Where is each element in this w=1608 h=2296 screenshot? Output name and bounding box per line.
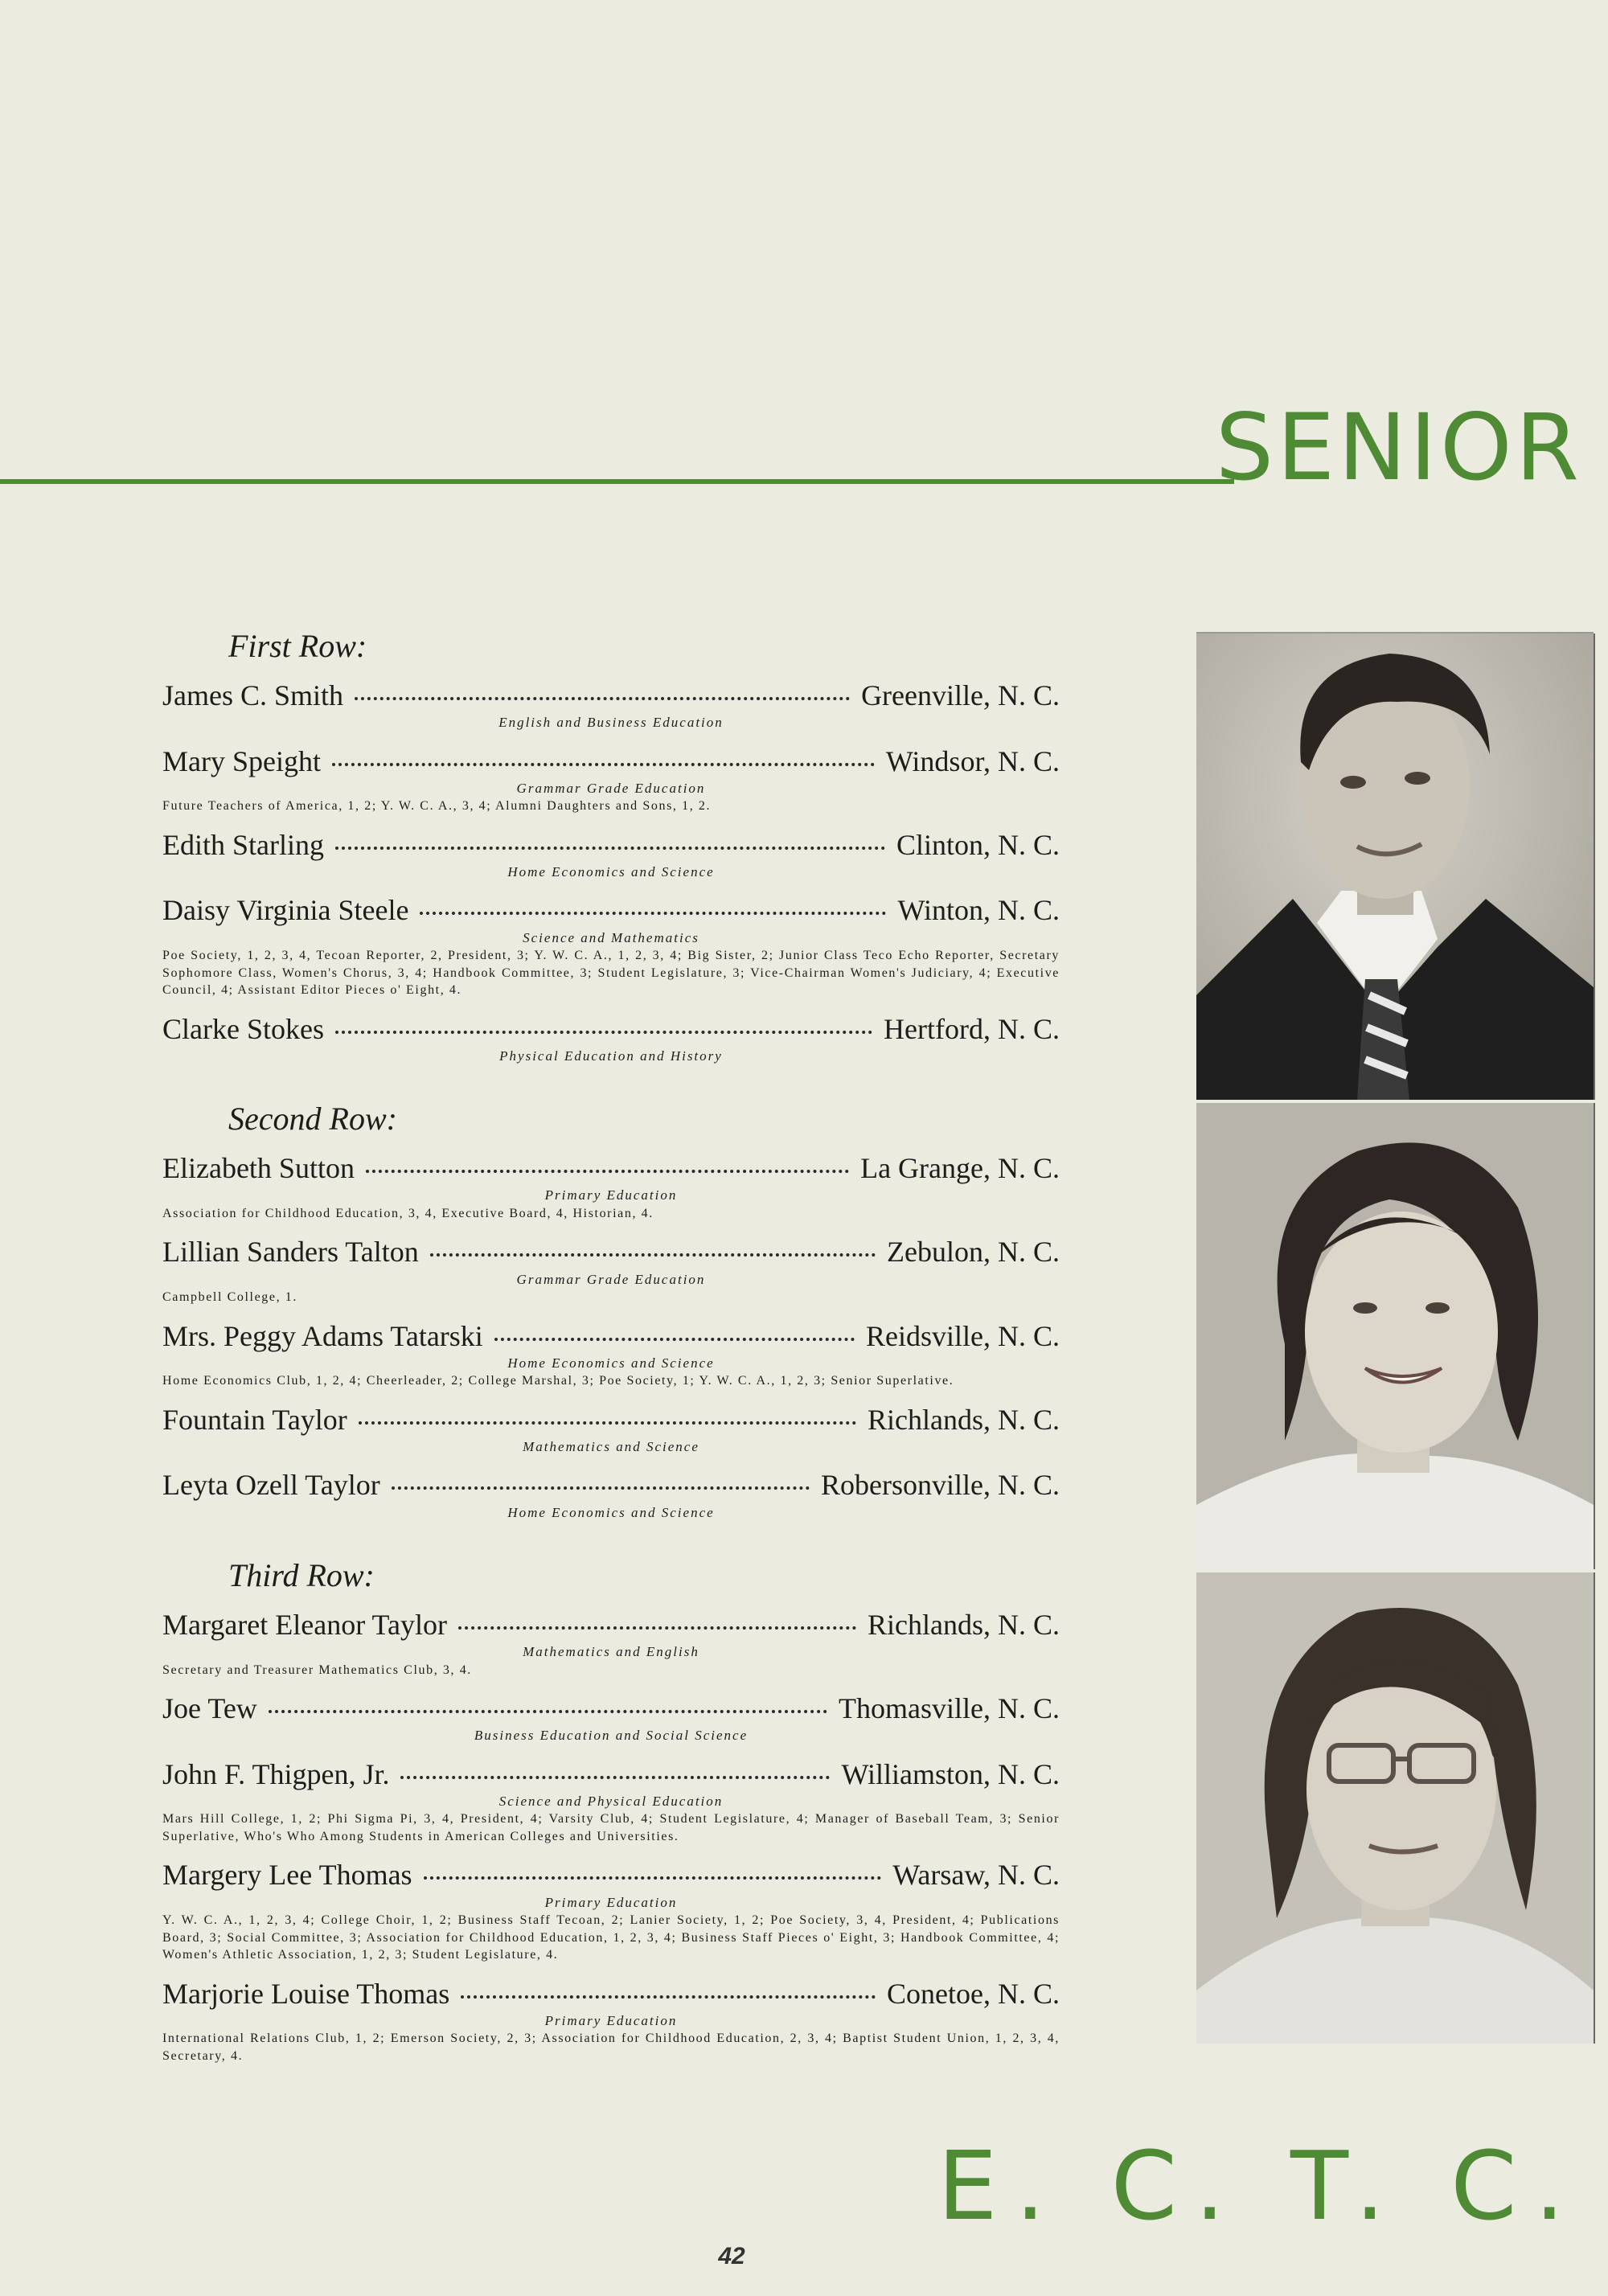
hometown: Winton, N. C. <box>897 894 1060 927</box>
major: Business Education and Social Science <box>474 1728 749 1744</box>
hometown: Reidsville, N. C. <box>866 1319 1060 1352</box>
senior-entry <box>162 1468 1060 1521</box>
page-number: 42 <box>718 2243 745 2269</box>
hometown: Thomasville, N. C. <box>839 1692 1060 1725</box>
row-heading: Third Row: <box>228 1556 375 1593</box>
hometown: Clinton, N. C. <box>896 828 1060 861</box>
hometown: Richlands, N. C. <box>868 1403 1060 1436</box>
senior-entry <box>162 679 1060 732</box>
hometown: Richlands, N. C. <box>868 1608 1060 1641</box>
senior-entry <box>162 1012 1060 1065</box>
dot-leader <box>332 763 875 766</box>
activities: International Relations Club, 1, 2; Emerson Society, 2, 3; Association for Childhood Education, 2, 3, 4; Baptist Student Union, 1, 2, 3, 4, Secretary, 4. <box>162 2032 1060 2063</box>
hometown: Zebulon, N. C. <box>887 1236 1060 1269</box>
senior-name: Elizabeth Sutton <box>162 1152 355 1185</box>
hometown: Greenville, N. C. <box>861 679 1060 711</box>
major: Science and Physical Education <box>498 1793 724 1809</box>
hometown: Warsaw, N. C. <box>892 1859 1060 1892</box>
dot-leader <box>420 912 886 915</box>
activities: Future Teachers of America, 1, 2; Y. W. C. A., 3, 4; Alumni Daughters and Sons, 1, 2. <box>162 799 712 814</box>
senior-name: Marjorie Louise Thomas <box>162 1977 450 2010</box>
activities: Y. W. C. A., 1, 2, 3, 4; College Choir, 1, 2; Business Staff Tecoan, 2; Lanier Society, 1, 2; Poe Society, 3, 4, President, 4; Publications Board, 3; Social Committee, 3; Association for Childhood Education, 1, 2, 3, 4; Business Staff Pieces o' Eight, 3; Handbook Committee, 4; Women's Athletic Association, 1, 2, 3; Student Legislature, 4. <box>162 1913 1060 1962</box>
senior-roster <box>162 627 1060 2065</box>
row-heading: Second Row: <box>228 1101 397 1138</box>
major: Physical Education and History <box>499 1048 723 1064</box>
portrait-man-photo <box>1196 633 1595 1100</box>
hometown: La Grange, N. C. <box>860 1152 1060 1185</box>
senior-name: John F. Thigpen, Jr. <box>162 1757 390 1790</box>
senior-entry <box>162 828 1060 881</box>
senior-name: Clarke Stokes <box>162 1012 324 1045</box>
hometown: Hertford, N. C. <box>884 1012 1060 1045</box>
portrait-woman-photo <box>1196 1103 1595 1569</box>
major: Primary Education <box>544 2013 678 2028</box>
dot-leader <box>335 1031 872 1034</box>
major: Home Economics and Science <box>507 1504 715 1520</box>
senior-name: Margaret Eleanor Taylor <box>162 1608 448 1641</box>
second-row-section <box>162 1100 1060 1521</box>
senior-entry <box>162 1977 1060 2065</box>
hometown: Williamston, N. C. <box>841 1757 1060 1790</box>
senior-name: Leyta Ozell Taylor <box>162 1469 380 1502</box>
senior-name: Margery Lee Thomas <box>162 1859 412 1892</box>
activities: Association for Childhood Education, 3, 4, Executive Board, 4, Historian, 4. <box>162 1206 654 1220</box>
footer-college-initials: E. C. T. C. <box>937 2130 1582 2241</box>
major: Grammar Grade Education <box>516 1271 706 1287</box>
senior-entry <box>162 744 1060 815</box>
dot-leader <box>269 1710 827 1713</box>
dot-leader <box>430 1253 876 1257</box>
portrait-woman-glasses-photo <box>1196 1572 1595 2044</box>
senior-entry <box>162 1757 1060 1846</box>
portrait-column <box>1196 632 1594 2044</box>
dot-leader <box>359 1421 856 1425</box>
senior-name: Joe Tew <box>162 1692 257 1725</box>
major: Science and Mathematics <box>523 929 699 945</box>
major: Mathematics and Science <box>523 1438 699 1454</box>
senior-entry <box>162 1403 1060 1456</box>
third-row-section <box>162 1556 1060 2065</box>
senior-entry <box>162 1691 1060 1745</box>
major: Primary Education <box>544 1187 678 1203</box>
major: Grammar Grade Education <box>516 780 706 796</box>
senior-entry <box>162 1235 1060 1306</box>
senior-name: Daisy Virginia Steele <box>162 894 409 927</box>
dot-leader <box>458 1626 856 1630</box>
dot-leader <box>366 1170 849 1173</box>
major: Home Economics and Science <box>507 863 715 879</box>
activities: Home Economics Club, 1, 2, 4; Cheerleader, 2; College Marshal, 3; Poe Society, 1; Y. W. C. A., 1, 2, 3; Senior Superlative. <box>162 1374 954 1388</box>
hometown: Conetoe, N. C. <box>887 1977 1060 2010</box>
hometown: Windsor, N. C. <box>885 744 1060 777</box>
senior-entry <box>162 1151 1060 1222</box>
dot-leader <box>400 1776 830 1779</box>
senior-entry <box>162 1608 1060 1679</box>
dot-leader <box>355 697 850 700</box>
dot-leader <box>424 1876 882 1880</box>
senior-name: Fountain Taylor <box>162 1403 347 1436</box>
senior-name: Mary Speight <box>162 744 321 777</box>
dot-leader <box>461 1995 876 1999</box>
activities: Secretary and Treasurer Mathematics Club, 3, 4. <box>162 1663 472 1677</box>
dot-leader <box>392 1486 810 1490</box>
activities: Campbell College, 1. <box>162 1290 297 1305</box>
dot-leader <box>335 847 885 850</box>
senior-entry <box>162 893 1060 998</box>
activities: Poe Society, 1, 2, 3, 4, Tecoan Reporter, 2, President, 3; Y. W. C. A., 1, 2, 3, 4; Big Sister, 2; Junior Class Teco Echo Reporter, Secretary Sophomore Class, Women's Chorus, 3, 4; Handbook Committee, 3; Student Legislature, 3; Vice-Chairman Women's Judiciary, 4; Executive Council, 4; Assistant Editor Pieces o' Eight, 4. <box>162 948 1060 998</box>
senior-entry <box>162 1319 1060 1390</box>
major: Home Economics and Science <box>507 1355 715 1371</box>
senior-name: Lillian Sanders Talton <box>162 1236 419 1269</box>
first-row-section <box>162 627 1060 1064</box>
row-heading: First Row: <box>228 628 367 664</box>
hometown: Robersonville, N. C. <box>821 1469 1060 1502</box>
senior-entry <box>162 1858 1060 1963</box>
header-rule <box>0 479 1234 484</box>
major: English and Business Education <box>498 715 724 731</box>
activities: Mars Hill College, 1, 2; Phi Sigma Pi, 3, 4, President, 4; Varsity Club, 4; Student Legislature, 4; Manager of Baseball Team, 3; Senior Superlative, Who's Who Among Students in American Colleges and Universities. <box>162 1812 1060 1843</box>
major: Mathematics and English <box>523 1644 699 1660</box>
major: Primary Education <box>544 1894 678 1910</box>
senior-name: James C. Smith <box>162 679 344 711</box>
dot-leader <box>494 1338 855 1341</box>
senior-name: Edith Starling <box>162 828 324 861</box>
senior-name: Mrs. Peggy Adams Tatarski <box>162 1319 483 1352</box>
page-title: SENIOR <box>1215 394 1582 501</box>
